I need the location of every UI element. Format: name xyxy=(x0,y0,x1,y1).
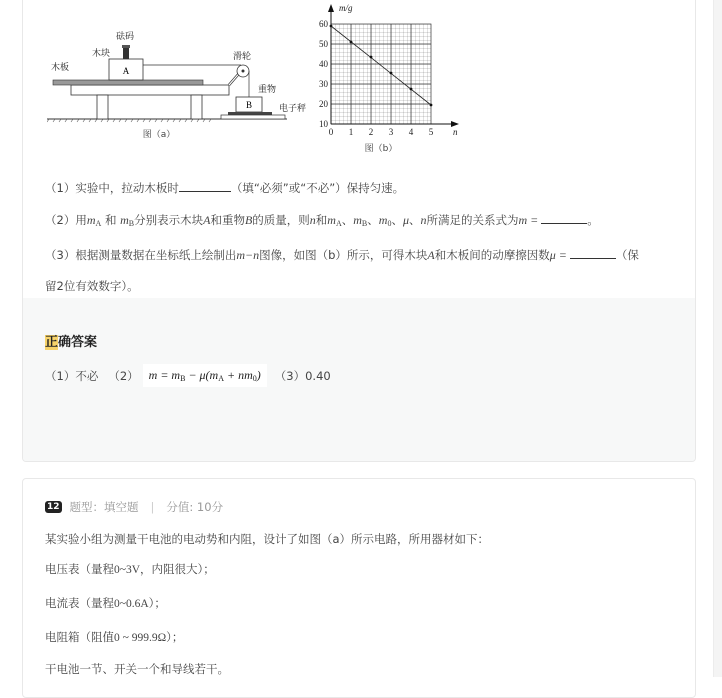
equipment-item: 电压表（量程0~3V，内阻很大）； xyxy=(45,562,215,576)
svg-text:砝码: 砝码 xyxy=(115,32,135,42)
svg-text:重物: 重物 xyxy=(258,85,277,95)
svg-text:3: 3 xyxy=(388,127,394,137)
answer-panel xyxy=(23,298,695,462)
svg-text:5: 5 xyxy=(428,127,434,137)
question-card-12 xyxy=(22,478,696,698)
sub-question-1: （1）实验中，拉动木板时 （填“必须”或“不必”）保持匀速。 xyxy=(45,181,405,195)
svg-text:0: 0 xyxy=(328,127,334,137)
answer-blank-2 xyxy=(541,211,587,224)
answer-blank-3 xyxy=(570,246,616,259)
svg-text:2: 2 xyxy=(368,127,374,137)
svg-text:滑轮: 滑轮 xyxy=(233,52,252,62)
svg-text:4: 4 xyxy=(408,127,414,137)
question-number-badge: 12 xyxy=(47,502,60,512)
question-intro: 某实验小组为测量干电池的电动势和内阻，设计了如图（a）所示电路，所用器材如下： xyxy=(45,532,490,546)
equipment-item: 电流表（量程0~0.6A）； xyxy=(45,596,166,610)
sub-question-2: （2）用$m_A$ 和 $m_B$分别表示木块A和重物B的质量，则n和$m_A$、$m_B$、$m_0$、μ、n所满足的关系式为m = 。 xyxy=(45,213,599,228)
sub-question-3: （3）根据测量数据在坐标纸上绘制出m−n图像，如图（b）所示，可得木块A和木板间的动摩擦因数μ = （保 xyxy=(45,248,639,262)
answer-blank-1 xyxy=(179,179,231,192)
figure-b-chart xyxy=(309,1,479,161)
question-meta: 12 题型：填空题 | 分值: 10分 xyxy=(47,500,224,514)
svg-text:30: 30 xyxy=(319,79,328,89)
svg-text:B: B xyxy=(245,100,253,110)
answer-formula: $m = m_B - \mu(m_A + nm_0)$ xyxy=(143,364,267,387)
svg-text:20: 20 xyxy=(319,99,328,109)
svg-text:n: n xyxy=(453,127,458,137)
answer-title: 正确答案 xyxy=(45,335,98,350)
question-score: 分值: 10分 xyxy=(166,500,224,514)
svg-text:电子秤: 电子秤 xyxy=(279,104,307,114)
svg-text:50: 50 xyxy=(319,39,328,49)
svg-text:A: A xyxy=(122,66,130,76)
svg-text:图（a）: 图（a） xyxy=(142,130,176,140)
question-card-11 xyxy=(22,0,696,462)
svg-text:60: 60 xyxy=(319,19,328,29)
equipment-item: 干电池一节、开关一个和导线若干。 xyxy=(45,662,229,676)
svg-text:图（b）: 图（b） xyxy=(364,144,398,154)
svg-text:40: 40 xyxy=(319,59,328,69)
svg-text:木板: 木板 xyxy=(51,63,70,73)
question-type: 题型：填空题 xyxy=(69,500,139,514)
equipment-item: 电阻箱（阻值0 ~ 999.9Ω）； xyxy=(45,630,184,644)
answer-content: （1）不必 （2） $m = m_B - \mu(m_A + nm_0)$ （3）0.40 xyxy=(45,364,331,387)
svg-text:木块: 木块 xyxy=(91,49,111,59)
figure-a-apparatus xyxy=(47,1,312,143)
sub-question-3-cont: 留2位有效数字）。 xyxy=(45,279,139,293)
svg-text:10: 10 xyxy=(319,119,328,129)
svg-text:m/g: m/g xyxy=(339,3,353,13)
svg-text:1: 1 xyxy=(348,127,354,137)
scrollbar[interactable] xyxy=(713,0,722,677)
